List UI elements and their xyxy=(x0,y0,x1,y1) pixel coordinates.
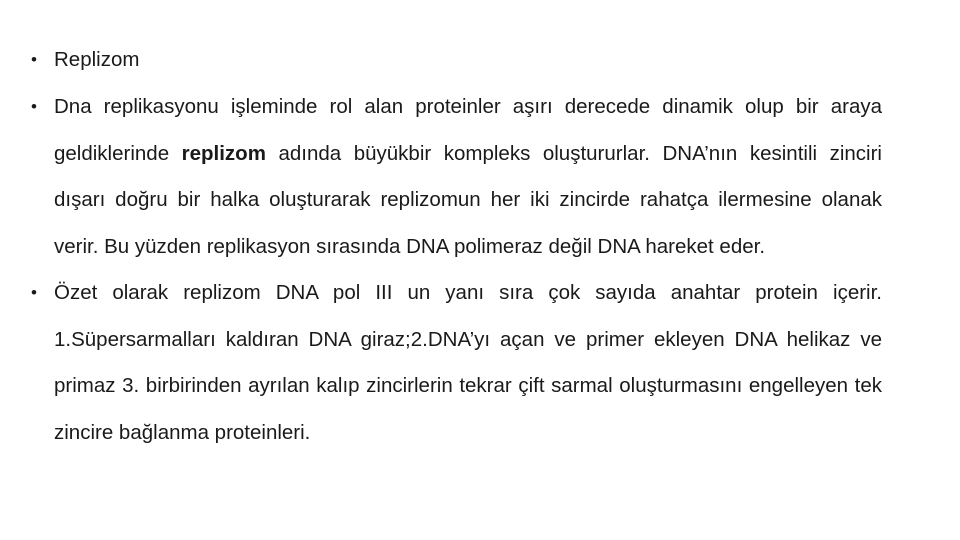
bullet-title xyxy=(26,42,882,78)
description-bold-term: replizom xyxy=(181,141,266,165)
description-text-after: adında büyükbir kompleks oluştururlar. DNA’nın kesintili zinciri dışarı doğru bir halka oluşturarak replizomun her iki zincirde rahatça ilermesine olanak verir. Bu yüzden replikasyon sırasında DNA polimeraz değil DNA hareket eder. xyxy=(54,141,882,258)
bullet-replizom-description xyxy=(26,84,882,270)
bullet-dot-icon: • xyxy=(31,283,37,302)
bullet-dot-icon: • xyxy=(31,97,37,116)
bullet-list xyxy=(26,42,882,456)
description-text-before: Dna replikasyonu işleminde rol alan proteinler aşırı derecede dinamik olup bir araya geldiklerinde xyxy=(54,95,882,165)
summary-text: Özet olarak replizom DNA pol III un yanı sıra çok sayıda anahtar protein içerir. 1.Süpersarmalları kaldıran DNA giraz;2.DNA’yı açan ve primer ekleyen DNA helikaz ve primaz 3. birbirinden ayrılan kalıp zincirlerin tekrar çift sarmal oluşturmasını engelleyen tek zincire bağlanma proteinleri. xyxy=(54,281,882,444)
bullet-dot-icon: • xyxy=(31,50,37,69)
bullet-replizom-summary xyxy=(26,270,882,456)
title-text: Replizom xyxy=(54,48,140,71)
